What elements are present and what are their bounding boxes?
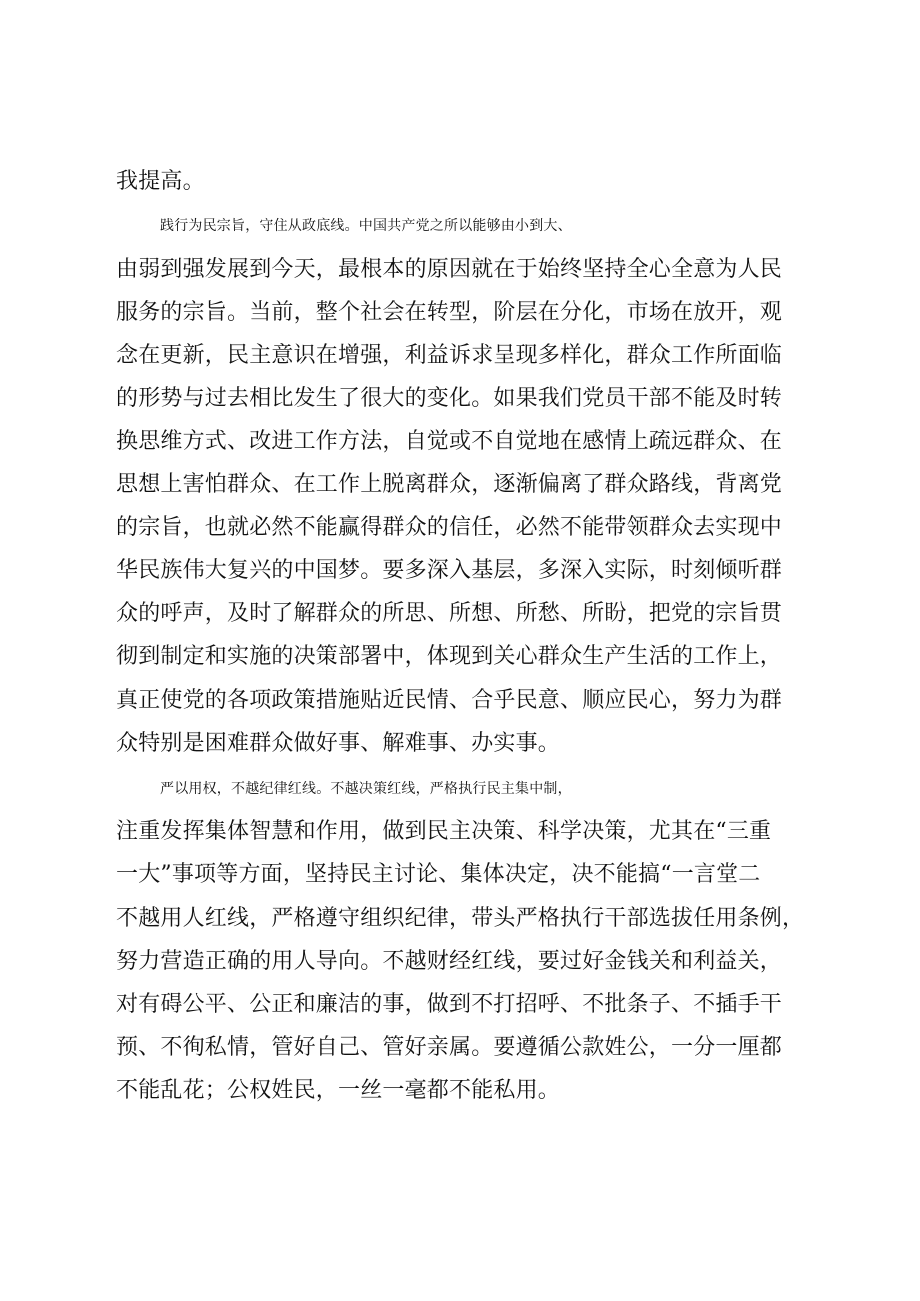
paragraph-first-line: 践行为民宗旨，守住从政底线。中国共产党之所以能够由小到大、	[160, 218, 572, 234]
text-line: 服务的宗旨。当前，整个社会在转型，阶层在分化，市场在放开，观	[116, 300, 783, 325]
paragraph-first-line: 严以用权，不越纪律红线。不越决策红线，严格执行民主集中制，	[160, 781, 572, 797]
text-line: 努力营造正确的用人导向。不越财经红线，要过好金钱关和利益关，	[116, 949, 783, 974]
text-line: 一大”事项等方面，坚持民主讨论、集体决定，决不能搞“一言堂二	[116, 862, 761, 887]
text-line: 众的呼声，及时了解群众的所思、所想、所愁、所盼，把党的宗旨贯	[116, 601, 783, 626]
text-line: 预、不徇私情，管好自己、管好亲属。要遵循公款姓公，一分一厘都	[116, 1035, 783, 1060]
text-line: 众特别是困难群众做好事、解难事、办实事。	[116, 731, 561, 756]
text-line: 对有碍公平、公正和廉洁的事，做到不打招呼、不批条子、不插手干	[116, 992, 783, 1017]
text-line: 不能乱花；公权姓民，一丝一毫都不能私用。	[116, 1078, 561, 1103]
text-line: 思想上害怕群众、在工作上脱离群众，逐渐偏离了群众路线，背离党	[116, 472, 783, 497]
text-line: 换思维方式、改进工作方法，自觉或不自觉地在感情上疏远群众、在	[116, 429, 783, 454]
text-line: 华民族伟大复兴的中国梦。要多深入基层，多深入实际，时刻倾听群	[116, 558, 783, 583]
text-line: 注重发挥集体智慧和作用，做到民主决策、科学决策，尤其在“三重	[116, 819, 772, 844]
text-line: 的宗旨，也就必然不能赢得群众的信任，必然不能带领群众去实现中	[116, 515, 783, 540]
text-line: 真正使党的各项政策措施贴近民情、合乎民意、顺应民心，努力为群	[116, 688, 783, 713]
text-line: 的形势与过去相比发生了很大的变化。如果我们党员干部不能及时转	[116, 386, 783, 411]
text-line: 不越用人红线，严格遵守组织纪律，带头严格执行干部选拔任用条例，	[116, 906, 805, 931]
text-line: 念在更新，民主意识在增强，利益诉求呈现多样化，群众工作所面临	[116, 343, 783, 368]
text-line: 彻到制定和实施的决策部署中，体现到关心群众生产生活的工作上，	[116, 644, 783, 669]
text-line: 由弱到强发展到今天，最根本的原因就在于始终坚持全心全意为人民	[116, 257, 783, 282]
text-line: 我提高。	[116, 169, 205, 194]
